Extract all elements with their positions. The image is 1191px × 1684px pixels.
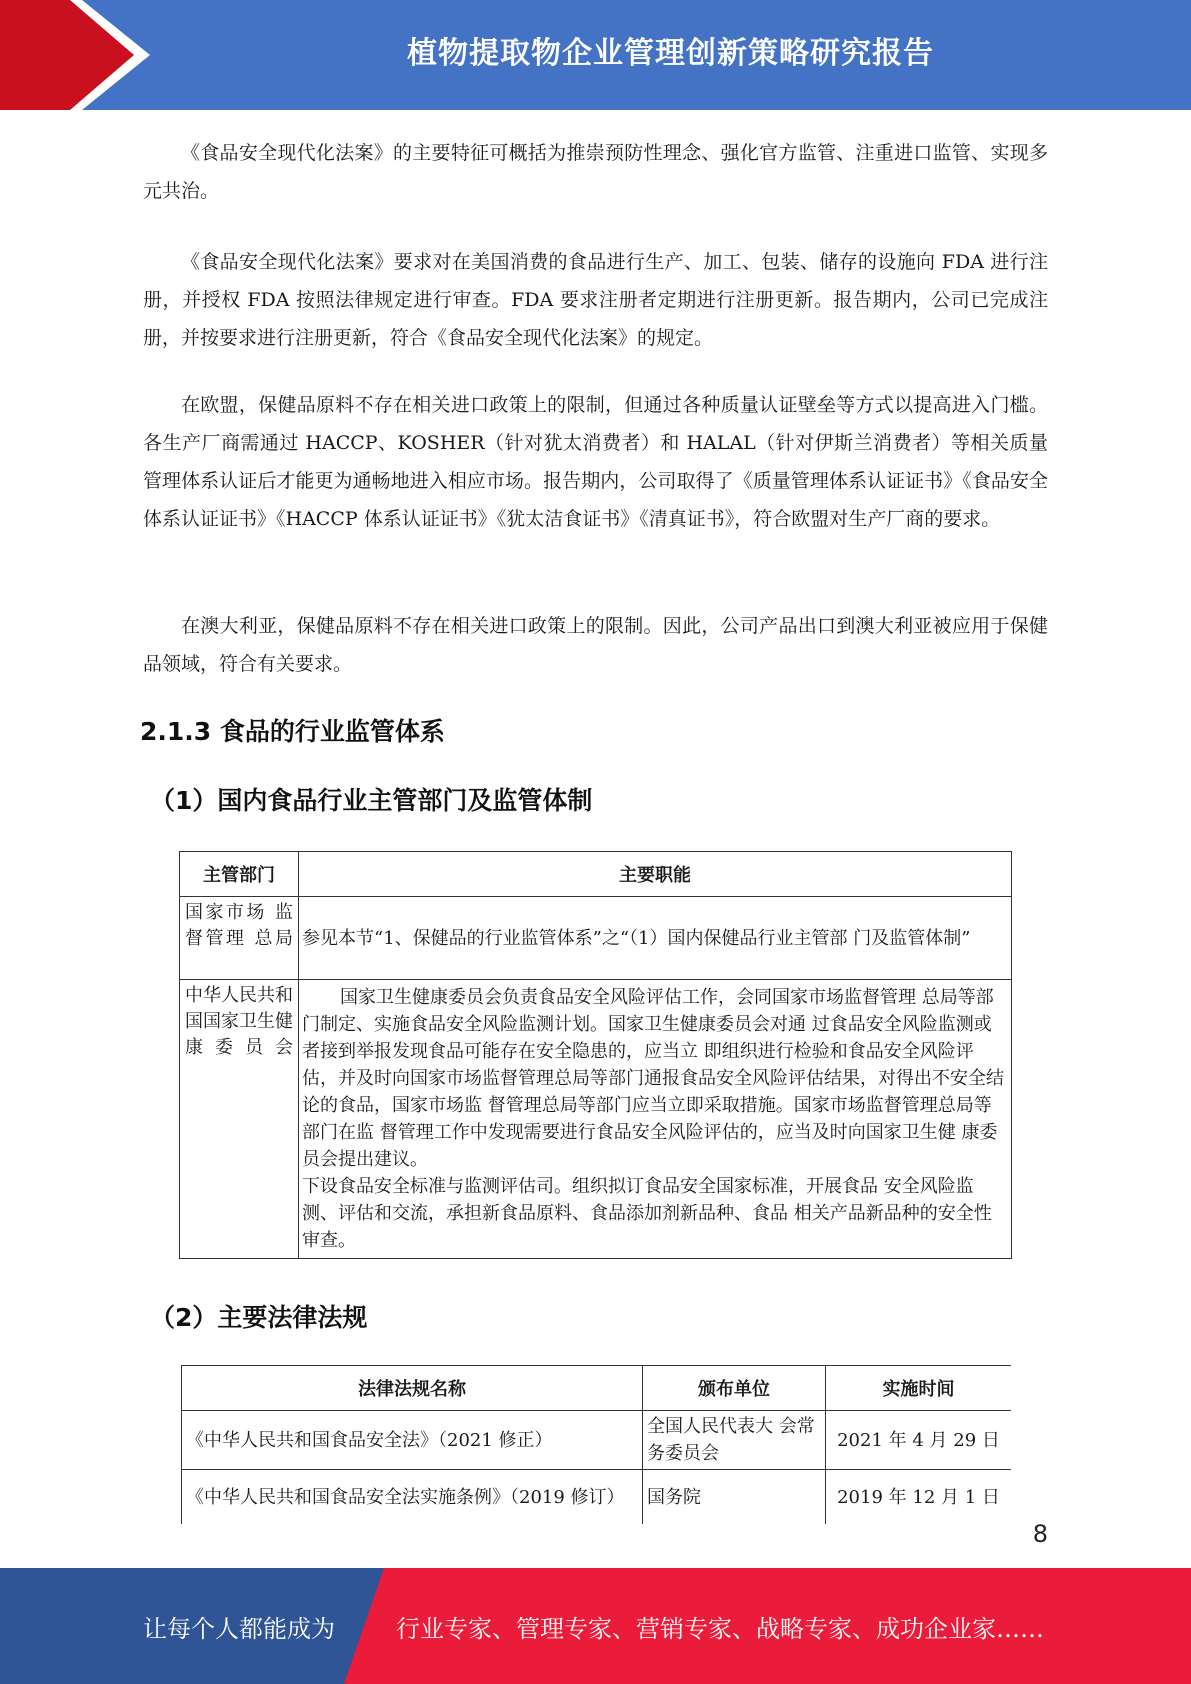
table-header-row	[182, 1366, 1012, 1411]
dept-cell: 中华人民共和国国家卫生健康委员会	[180, 980, 299, 1259]
page-number: 8	[1032, 1520, 1048, 1548]
table-row	[182, 1470, 1012, 1525]
date-cell: 2021 年 4 月 29 日	[826, 1411, 1012, 1470]
header-banner	[0, 0, 1191, 110]
issuer-cell: 全国人民代表大 会常务委员会	[643, 1411, 826, 1470]
duty-text: 下设食品安全标准与监测评估司。组织拟订食品安全国家标准，开展食品 安全风险监测、评估和交流，承担新食品原料、食品添加剂新品种、食品 相关产品新品种的安全性审查。	[302, 1176, 992, 1251]
section-heading: 2.1.3 食品的行业监管体系	[140, 717, 445, 746]
subsection-heading-2: （2）主要法律法规	[150, 1303, 368, 1332]
table-row	[180, 980, 1012, 1259]
laws-table	[181, 1365, 1011, 1524]
duty-text: 国家卫生健康委员会负责食品安全风险评估工作，会同国家市场监督管理 总局等部门制定、实施食品安全风险监测计划。国家卫生健康委员会对通 过食品安全风险监测或者接到举报发现食品可能存在安全隐患的，应当立 即组织进行检验和食品安全风险评估，并及时向国家市场监督管理总局等部门通报食品安全风险评估结果，对得出不安全结论的食品，国家市场监 督管理总局等部门应当立即采取措施。国家市场监督管理总局等部门在监 督管理工作中发现需要进行食品安全风险评估的，应当及时向国家卫生健 康委员会提出建议。	[302, 987, 1004, 1170]
paragraph-3: 在欧盟，保健品原料不存在相关进口政策上的限制，但通过各种质量认证壁垒等方式以提高进入门槛。各生产厂商需通过 HACCP、KOSHER（针对犹太消费者）和 HALAL（针对伊斯兰消费者）等相关质量管理体系认证后才能更为通畅地进入相应市场。报告期内，公司取得了《质量管理体系认证证书》《食品安全体系认证证书》《HACCP 体系认证证书》《犹太洁食证书》《清真证书》，符合欧盟对生产厂商的要求。	[143, 394, 1048, 530]
duty-text: 参见本节“1、保健品的行业监管体系”之“（1）国内保健品行业主管部 门及监管体制”	[302, 927, 971, 949]
regulator-table	[179, 851, 1012, 1259]
dept-cell: 国家市场 监督管理 总局	[180, 897, 299, 980]
header-dept: 主管部门	[180, 852, 299, 897]
paragraph-2: 《食品安全现代化法案》要求对在美国消费的食品进行生产、加工、包装、储存的设施向 FDA 进行注册，并授权 FDA 按照法律规定进行审查。FDA 要求注册者定期进行注册更新。报告期内，公司已完成注册，并按要求进行注册更新，符合《食品安全现代化法案》的规定。	[143, 251, 1048, 349]
table-row	[182, 1411, 1012, 1470]
duty-cell	[299, 980, 1012, 1259]
issuer-cell: 国务院	[643, 1470, 826, 1525]
header-law-name: 法律法规名称	[182, 1366, 643, 1411]
duty-cell	[299, 897, 1012, 980]
report-title: 植物提取物企业管理创新策略研究报告	[407, 36, 934, 71]
footer-slogan-left: 让每个人都能成为	[143, 1614, 335, 1643]
subsection-heading-1: （1）国内食品行业主管部门及监管体制	[150, 786, 593, 815]
law-name-cell: 《中华人民共和国食品安全法实施条例》（2019 修订）	[182, 1470, 643, 1525]
footer-banner	[0, 1568, 1191, 1684]
paragraph-4: 在澳大利亚，保健品原料不存在相关进口政策上的限制。因此，公司产品出口到澳大利亚被应用于保健品领域，符合有关要求。	[143, 615, 1048, 675]
law-name-cell: 《中华人民共和国食品安全法》（2021 修正）	[182, 1411, 643, 1470]
table-header-row	[180, 852, 1012, 897]
table-row	[180, 897, 1012, 980]
header-date: 实施时间	[826, 1366, 1012, 1411]
header-issuer: 颁布单位	[643, 1366, 826, 1411]
date-cell: 2019 年 12 月 1 日	[826, 1470, 1012, 1525]
header-duty: 主要职能	[299, 852, 1012, 897]
paragraph-1: 《食品安全现代化法案》的主要特征可概括为推崇预防性理念、强化官方监管、注重进口监管、实现多元共治。	[143, 142, 1048, 202]
footer-slogan-right: 行业专家、管理专家、营销专家、战略专家、成功企业家……	[396, 1614, 1044, 1643]
